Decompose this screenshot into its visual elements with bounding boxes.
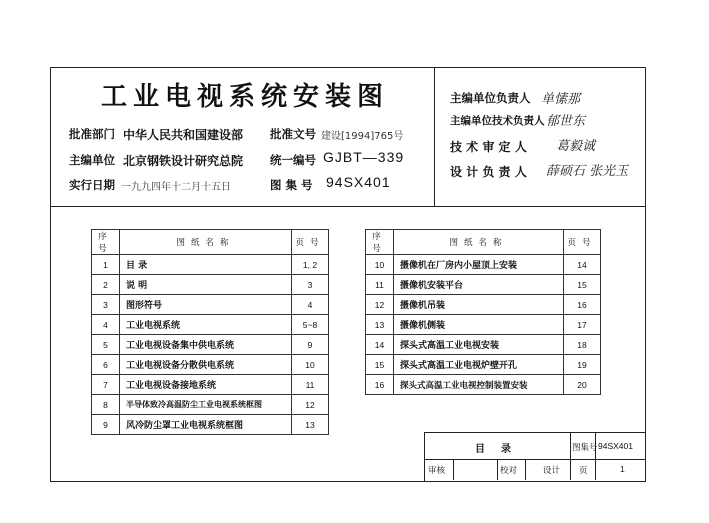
row-name: 目 录 — [120, 255, 292, 275]
atlas-no-label: 图 集 号 — [270, 178, 313, 192]
table-header-row — [92, 230, 329, 255]
row-no: 12 — [366, 295, 394, 315]
table-row — [366, 255, 601, 275]
row-no: 2 — [92, 275, 120, 295]
row-page: 4 — [292, 295, 329, 315]
row-name: 摄像机吊装 — [394, 295, 564, 315]
effective-date-value: 一九九四年十二月十五日 — [121, 182, 231, 193]
table-row — [92, 395, 329, 415]
table-row — [92, 295, 329, 315]
row-name: 摄像机侧装 — [394, 315, 564, 335]
title-block-vline — [570, 459, 571, 480]
row-name: 说 明 — [120, 275, 292, 295]
column-header-name: 图纸名称 — [394, 230, 564, 255]
page-title: 工业电视系统安装图 — [101, 82, 390, 112]
table-row — [366, 375, 601, 395]
row-page: 17 — [564, 315, 601, 335]
column-header-no: 序号 — [92, 230, 120, 255]
chief-tech-head-label: 主编单位技术负责人 — [450, 115, 545, 127]
row-page: 18 — [564, 335, 601, 355]
table-row — [92, 275, 329, 295]
table-row — [92, 355, 329, 375]
row-no: 13 — [366, 315, 394, 335]
row-page: 12 — [292, 395, 329, 415]
index-table-right — [365, 229, 601, 395]
row-no: 15 — [366, 355, 394, 375]
row-name: 风冷防尘罩工业电视系统框图 — [120, 415, 292, 435]
header-divider — [434, 68, 435, 206]
row-page: 9 — [292, 335, 329, 355]
row-no: 3 — [92, 295, 120, 315]
editor-unit-label: 主编单位 — [69, 153, 115, 167]
design-head-label: 设 计 负 责 人 — [450, 165, 527, 179]
table-row — [366, 295, 601, 315]
row-page: 3 — [292, 275, 329, 295]
title-block-vline — [453, 459, 454, 480]
approval-doc-value: 建设[1994]765号 — [321, 131, 404, 142]
approval-dept-value: 中华人民共和国建设部 — [123, 128, 244, 142]
tech-reviewer-signature: 葛毅诚 — [556, 139, 596, 154]
row-no: 6 — [92, 355, 120, 375]
check-label: 校对 — [500, 466, 518, 476]
row-no: 8 — [92, 395, 120, 415]
table-row — [366, 335, 601, 355]
table-row — [92, 415, 329, 435]
sheet-title: 目 录 — [475, 444, 514, 455]
column-header-name: 图纸名称 — [120, 230, 292, 255]
table-row — [92, 255, 329, 275]
row-page: 13 — [292, 415, 329, 435]
row-page: 14 — [564, 255, 601, 275]
design-head-signature: 薛硕石 张光玉 — [546, 164, 629, 179]
title-block-vline — [570, 433, 571, 459]
atlas-label: 图集号 — [572, 443, 598, 453]
row-name: 探头式高温工业电视控制装置安装 — [394, 375, 564, 395]
unified-no-label: 统一编号 — [270, 153, 316, 167]
row-page: 5~8 — [292, 315, 329, 335]
row-name: 探头式高温工业电视炉壁开孔 — [394, 355, 564, 375]
header-block — [51, 68, 645, 207]
page-label: 页 — [579, 466, 588, 476]
row-page: 19 — [564, 355, 601, 375]
row-page: 10 — [292, 355, 329, 375]
row-page: 20 — [564, 375, 601, 395]
unified-no-value: GJBT—339 — [323, 149, 405, 165]
row-name: 图形符号 — [120, 295, 292, 315]
design-label: 设计 — [543, 466, 561, 476]
index-table-left — [91, 229, 329, 435]
row-name: 工业电视设备接地系统 — [120, 375, 292, 395]
row-no: 14 — [366, 335, 394, 355]
row-no: 11 — [366, 275, 394, 295]
title-block-vline — [525, 459, 526, 480]
approval-dept-label: 批准部门 — [69, 127, 115, 141]
title-block-vline — [497, 459, 498, 480]
effective-date-label: 实行日期 — [69, 178, 115, 192]
approval-doc-label: 批准文号 — [270, 127, 316, 141]
row-name: 工业电视设备分散供电系统 — [120, 355, 292, 375]
editor-unit-value: 北京钢铁设计研究总院 — [123, 154, 244, 168]
row-page: 11 — [292, 375, 329, 395]
row-no: 5 — [92, 335, 120, 355]
table-row — [92, 335, 329, 355]
atlas-number: 94SX401 — [598, 441, 633, 451]
row-page: 16 — [564, 295, 601, 315]
column-header-page: 页号 — [292, 230, 329, 255]
row-name: 工业电视系统 — [120, 315, 292, 335]
row-page: 1, 2 — [292, 255, 329, 275]
table-row — [366, 315, 601, 335]
column-header-no: 序号 — [366, 230, 394, 255]
row-no: 9 — [92, 415, 120, 435]
row-no: 16 — [366, 375, 394, 395]
row-no: 4 — [92, 315, 120, 335]
review-label: 审核 — [428, 466, 446, 476]
row-name: 半导体致冷高温防尘工业电视系统框图 — [120, 395, 292, 415]
chief-unit-head-signature: 单愫那 — [541, 92, 581, 107]
chief-unit-head-label: 主编单位负责人 — [450, 91, 531, 105]
row-no: 7 — [92, 375, 120, 395]
table-row — [92, 375, 329, 395]
row-name: 摄像机安装平台 — [394, 275, 564, 295]
row-no: 1 — [92, 255, 120, 275]
table-header-row — [366, 230, 601, 255]
row-no: 10 — [366, 255, 394, 275]
column-header-page: 页号 — [564, 230, 601, 255]
chief-tech-head-signature: 郁世东 — [546, 114, 586, 129]
row-name: 工业电视设备集中供电系统 — [120, 335, 292, 355]
row-name: 探头式高温工业电视安装 — [394, 335, 564, 355]
row-name: 摄像机在厂房内小屋顶上安装 — [394, 255, 564, 275]
table-row — [92, 315, 329, 335]
table-row — [366, 355, 601, 375]
tech-reviewer-label: 技 术 审 定 人 — [450, 140, 527, 154]
row-page: 15 — [564, 275, 601, 295]
title-block-divider — [425, 459, 645, 460]
table-row — [366, 275, 601, 295]
title-block — [424, 432, 645, 481]
drawing-frame — [50, 67, 646, 482]
page-number: 1 — [620, 464, 625, 474]
atlas-no-value: 94SX401 — [326, 174, 391, 190]
